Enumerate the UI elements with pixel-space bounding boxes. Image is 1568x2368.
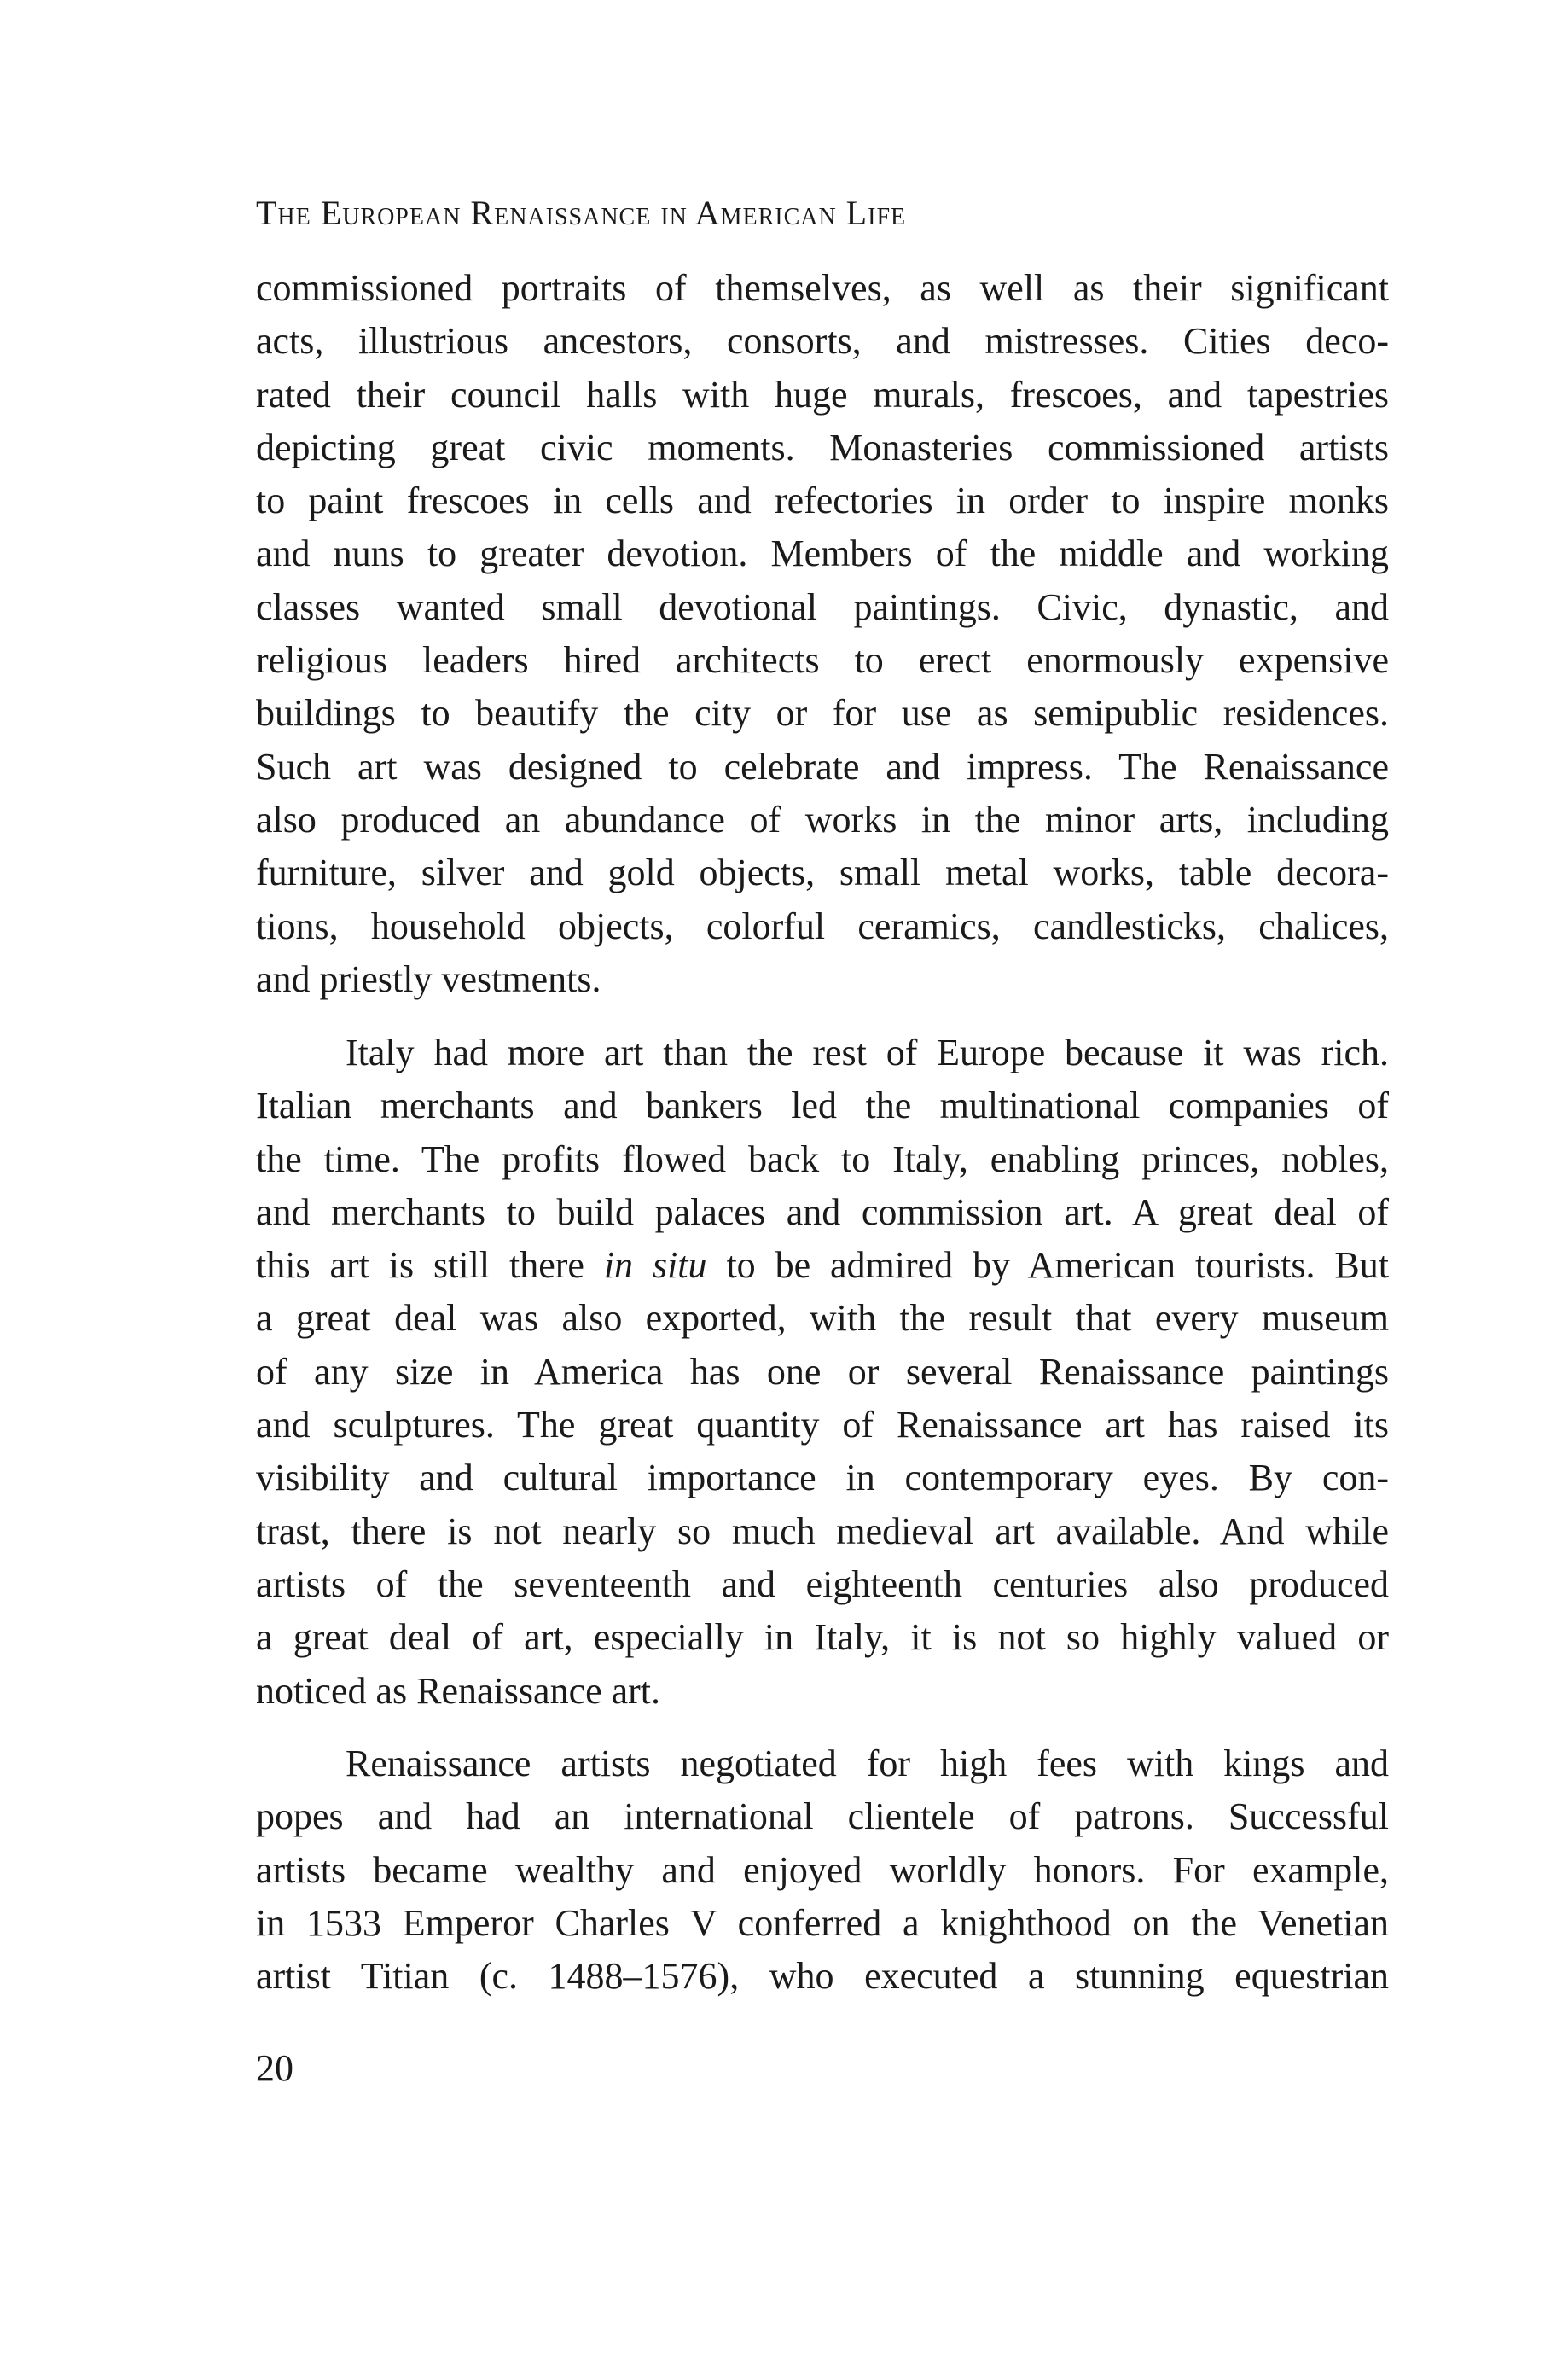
text-line: tions, household objects, colorful ceramics, candlesticks, chalices, (256, 905, 1389, 947)
text-line: classes wanted small devotional paintings. Civic, dynastic, and (256, 585, 1389, 628)
text-line: trast, there is not nearly so much medieval art available. And while (256, 1510, 1389, 1552)
italic-phrase: in situ (603, 1244, 707, 1287)
text-line: depicting great civic moments. Monasteries commissioned artists (256, 426, 1389, 468)
text-line: of any size in America has one or several Renaissance paintings (256, 1350, 1389, 1393)
text-line: artists of the seventeenth and eighteenth centuries also produced (256, 1562, 1389, 1605)
text-line: the time. The profits flowed back to Italy, enabling princes, nobles, (256, 1137, 1389, 1180)
text-line: in 1533 Emperor Charles V conferred a knighthood on the Venetian (256, 1901, 1389, 1944)
text-line: rated their council halls with huge murals, frescoes, and tapestries (256, 373, 1389, 416)
text-line (256, 1239, 1389, 1292)
running-head: The European Renaissance in American Life (256, 194, 907, 232)
text-line: to paint frescoes in cells and refectories in order to inspire monks (256, 480, 1389, 522)
paragraph-2 (256, 1027, 1389, 1718)
text-line: and merchants to build palaces and commission art. A great deal of (256, 1190, 1389, 1233)
text-line: acts, illustrious ancestors, consorts, and mistresses. Cities deco- (256, 320, 1389, 363)
text-line: Renaissance artists negotiated for high fees with kings and (346, 1743, 1389, 1784)
text-line: Italian merchants and bankers led the multinational companies of (256, 1085, 1389, 1127)
text-line: and nuns to greater devotion. Members of the middle and working (256, 532, 1389, 575)
text-line: also produced an abundance of works in the minor arts, including (256, 798, 1389, 841)
page-number: 20 (256, 2047, 293, 2089)
text-line: a great deal of art, especially in Italy, it is not so highly valued or (256, 1616, 1389, 1659)
text-line: artist Titian (c. 1488–1576), who executed a stunning equestrian (256, 1955, 1389, 1998)
text-line: popes and had an international clientele of patrons. Successful (256, 1795, 1389, 1838)
text-line: religious leaders hired architects to erect enormously expensive (256, 639, 1389, 682)
text-line: buildings to beautify the city or for use as semipublic residences. (256, 692, 1389, 735)
paragraph-3 (256, 1737, 1389, 2003)
paragraph-1 (256, 262, 1389, 1006)
text-line: Such art was designed to celebrate and impress. The Renaissance (256, 745, 1389, 788)
text-line: and sculptures. The great quantity of Renaissance art has raised its (256, 1404, 1389, 1446)
text-line: Italy had more art than the rest of Europe because it was rich. (346, 1032, 1389, 1073)
text-line: visibility and cultural importance in contemporary eyes. By con- (256, 1457, 1389, 1499)
text-line: commissioned portraits of themselves, as well as their significant (256, 267, 1389, 309)
text-line: noticed as Renaissance art. (256, 1669, 661, 1712)
text-span: to be admired by American tourists. But (706, 1244, 1389, 1287)
text-line: furniture, silver and gold objects, small metal works, table decora- (256, 852, 1389, 894)
text-line: and priestly vestments. (256, 957, 601, 1000)
text-line: a great deal was also exported, with the result that every museum (256, 1297, 1389, 1340)
text-line: artists became wealthy and enjoyed worldly honors. For example, (256, 1848, 1389, 1891)
text-span: this art is still there (256, 1244, 604, 1287)
